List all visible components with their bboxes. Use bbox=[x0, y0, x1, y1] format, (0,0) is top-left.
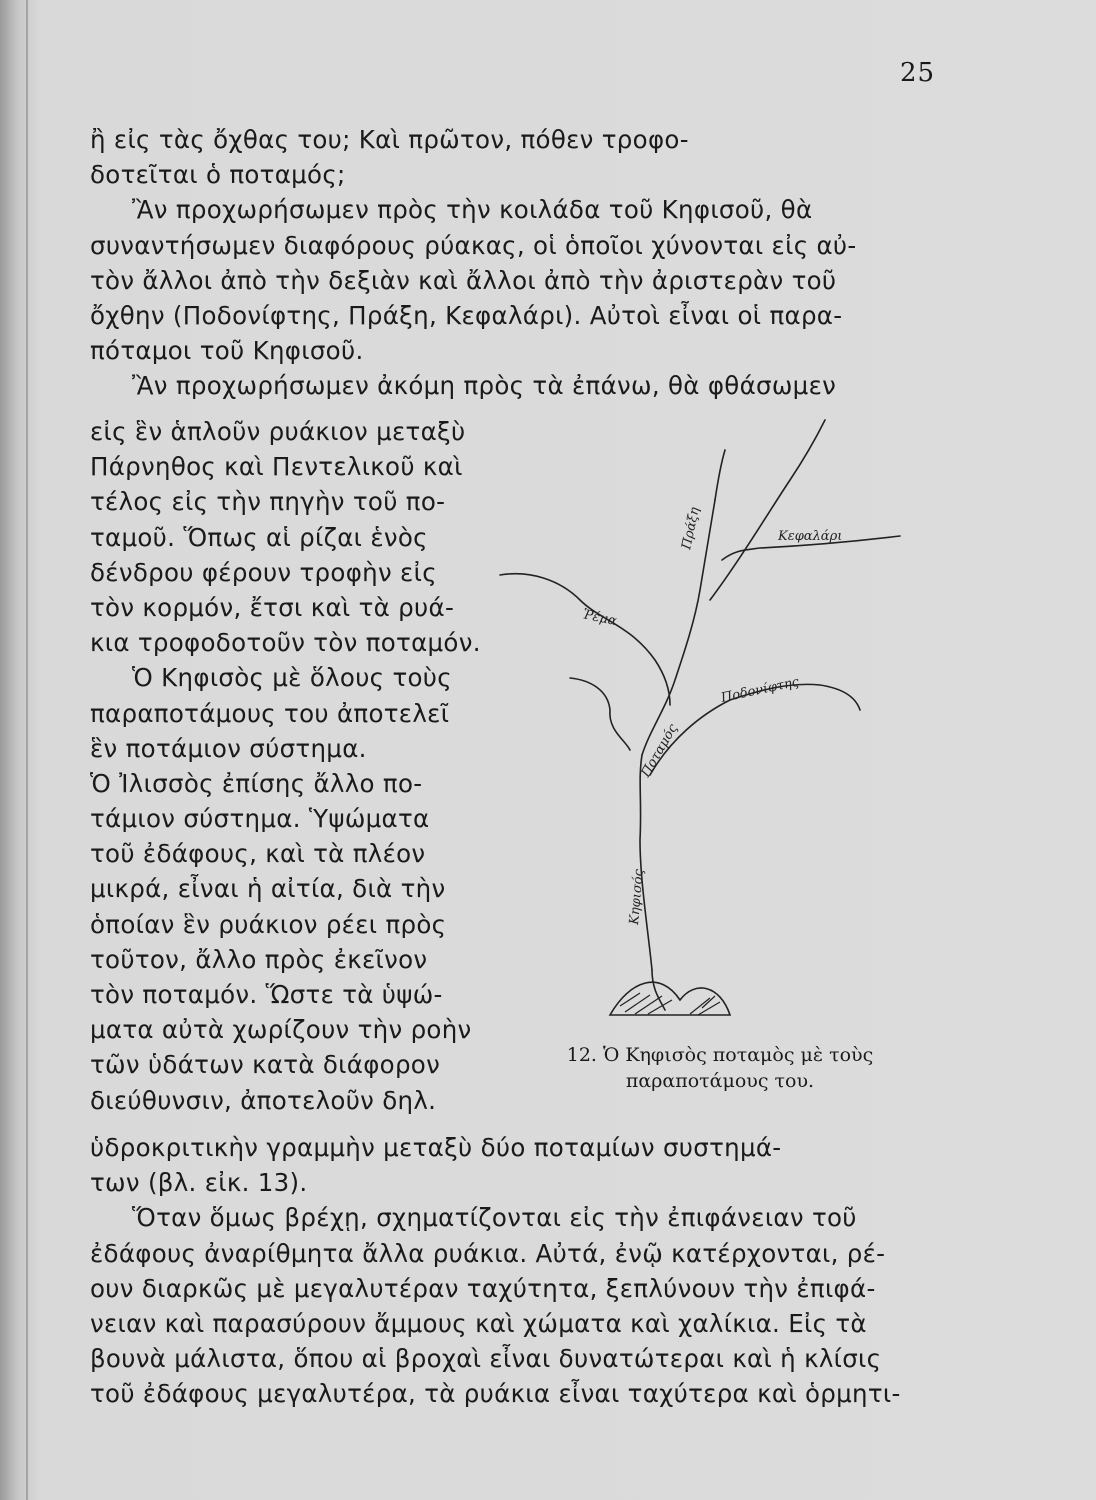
text-line: των (βλ. εἰκ. 13). bbox=[90, 1168, 308, 1198]
text-line: Ὅταν ὅμως βρέχῃ, σχηματίζονται εἰς τὴν ἐπιφάνειαν τοῦ bbox=[132, 1203, 857, 1233]
text-line: ἓν ποτάμιον σύστημα. bbox=[90, 733, 367, 763]
label-potamos: Ποταμός bbox=[638, 721, 681, 780]
text-block-bottom bbox=[90, 1130, 940, 1412]
text-line: τοῦτον, ἄλλο πρὸς ἐκεῖνον bbox=[90, 944, 428, 974]
text-line: ἐδάφους ἀναρίθμητα ἄλλα ρυάκια. Αὐτά, ἐνῷ κατέρχονται, ρέ- bbox=[90, 1238, 886, 1268]
text-block-narrow bbox=[90, 414, 490, 1118]
label-praxi: Πράξη bbox=[679, 505, 703, 551]
text-line: τοῦ ἐδάφους, καὶ τὰ πλέον bbox=[90, 839, 426, 869]
text-line: νειαν καὶ παρασύρουν ἄμμους καὶ χώματα καὶ χαλίκια. Εἰς τὰ bbox=[90, 1308, 867, 1338]
caption-line: 12. Ὁ Κηφισὸς ποταμὸς μὲ τοὺς bbox=[566, 1044, 874, 1066]
praxi-branch bbox=[642, 500, 715, 755]
text-line: ταμοῦ. Ὅπως αἱ ρίζαι ἑνὸς bbox=[90, 522, 428, 552]
river-system-figure bbox=[490, 410, 950, 1050]
label-podonifti: Ποδονίφτης bbox=[719, 674, 801, 706]
text-line: Ὁ Ἰλισσὸς ἐπίσης ἄλλο πο- bbox=[90, 768, 423, 798]
river-sketch bbox=[490, 410, 950, 1050]
upper-branch bbox=[710, 420, 825, 600]
text-line: ὄχθην (Ποδονίφτης, Πράξη, Κεφαλάρι). Αὐτοὶ εἶναι οἱ παρα- bbox=[90, 300, 843, 330]
text-line: τοῦ ἐδάφους μεγαλυτέρα, τὰ ρυάκια εἶναι ταχύτερα καὶ ὁρμητι- bbox=[90, 1379, 901, 1409]
text-line: παραποτάμους του ἀποτελεῖ bbox=[90, 698, 450, 728]
text-line: ἢ εἰς τὰς ὄχθας του; Καὶ πρῶτον, πόθεν τροφο- bbox=[90, 125, 689, 154]
text-line: πόταμοι τοῦ Κηφισοῦ. bbox=[90, 336, 364, 366]
text-line: ὑδροκριτικὴν γραμμὴν μεταξὺ δύο ποταμίων συστημά- bbox=[90, 1133, 782, 1162]
text-line: τὸν ἄλλοι ἀπὸ τὴν δεξιὰν καὶ ἄλλοι ἀπὸ τὴν ἀριστερὰν τοῦ bbox=[90, 265, 837, 295]
text-line: ὁποίαν ἓν ρυάκιον ρέει πρὸς bbox=[90, 909, 447, 939]
text-block-top bbox=[90, 122, 940, 404]
text-line: Πάρνηθος καὶ Πεντελικοῦ καὶ bbox=[90, 452, 463, 482]
text-line: τὸν κορμόν, ἔτσι καὶ τὰ ρυά- bbox=[90, 592, 455, 622]
label-rema: Ῥέμα bbox=[581, 607, 619, 630]
text-line: βουνὰ μάλιστα, ὅπου αἱ βροχαὶ εἶναι δυνατώτεραι καὶ ἡ κλίσις bbox=[90, 1344, 882, 1374]
text-line: Ἂν προχωρήσωμεν ἀκόμη πρὸς τὰ ἐπάνω, θὰ φθάσωμεν bbox=[132, 371, 837, 401]
text-line: Ἂν προχωρήσωμεν πρὸς τὴν κοιλάδα τοῦ Κηφισοῦ, θὰ bbox=[132, 195, 813, 225]
text-line: εἰς ἓν ἁπλοῦν ρυάκιον μεταξὺ bbox=[90, 417, 466, 446]
caption-line: παραποτάμους του. bbox=[625, 1070, 815, 1092]
rema-branch bbox=[500, 574, 670, 705]
text-line: τάμιον σύστημα. Ὑψώματα bbox=[90, 804, 430, 834]
text-line: συναντήσωμεν διαφόρους ρύακας, οἱ ὁποῖοι χύνονται εἰς αὐ- bbox=[90, 230, 857, 260]
text-line: μικρά, εἶναι ἡ αἰτία, διὰ τὴν bbox=[90, 874, 446, 904]
text-line: τέλος εἰς τὴν πηγὴν τοῦ πο- bbox=[90, 487, 446, 517]
text-line: τῶν ὑδάτων κατὰ διάφορον bbox=[90, 1050, 441, 1080]
text-line: τὸν ποταμόν. Ὥστε τὰ ὑψώ- bbox=[90, 980, 443, 1009]
text-line: δοτεῖται ὁ ποταμός; bbox=[90, 160, 346, 190]
text-line: κια τροφοδοτοῦν τὸν ποταμόν. bbox=[90, 628, 481, 658]
binding-edge bbox=[26, 0, 28, 1500]
text-line: Ὁ Κηφισὸς μὲ ὅλους τοὺς bbox=[132, 663, 452, 693]
text-line: διεύθυνσιν, ἀποτελοῦν δηλ. bbox=[90, 1085, 437, 1115]
label-kefalari: Κεφαλάρι bbox=[778, 529, 843, 544]
label-kifisos: Κηφισός bbox=[627, 868, 647, 926]
text-line: δένδρου φέρουν τροφὴν εἰς bbox=[90, 557, 437, 587]
text-line: ματα αὐτὰ χωρίζουν τὴν ροὴν bbox=[90, 1015, 472, 1045]
page-number: 25 bbox=[900, 58, 936, 88]
text-line: ουν διαρκῶς μὲ μεγαλυτέραν ταχύτητα, ξεπλύνουν τὴν ἐπιφά- bbox=[90, 1273, 876, 1303]
figure-caption bbox=[540, 1042, 900, 1094]
